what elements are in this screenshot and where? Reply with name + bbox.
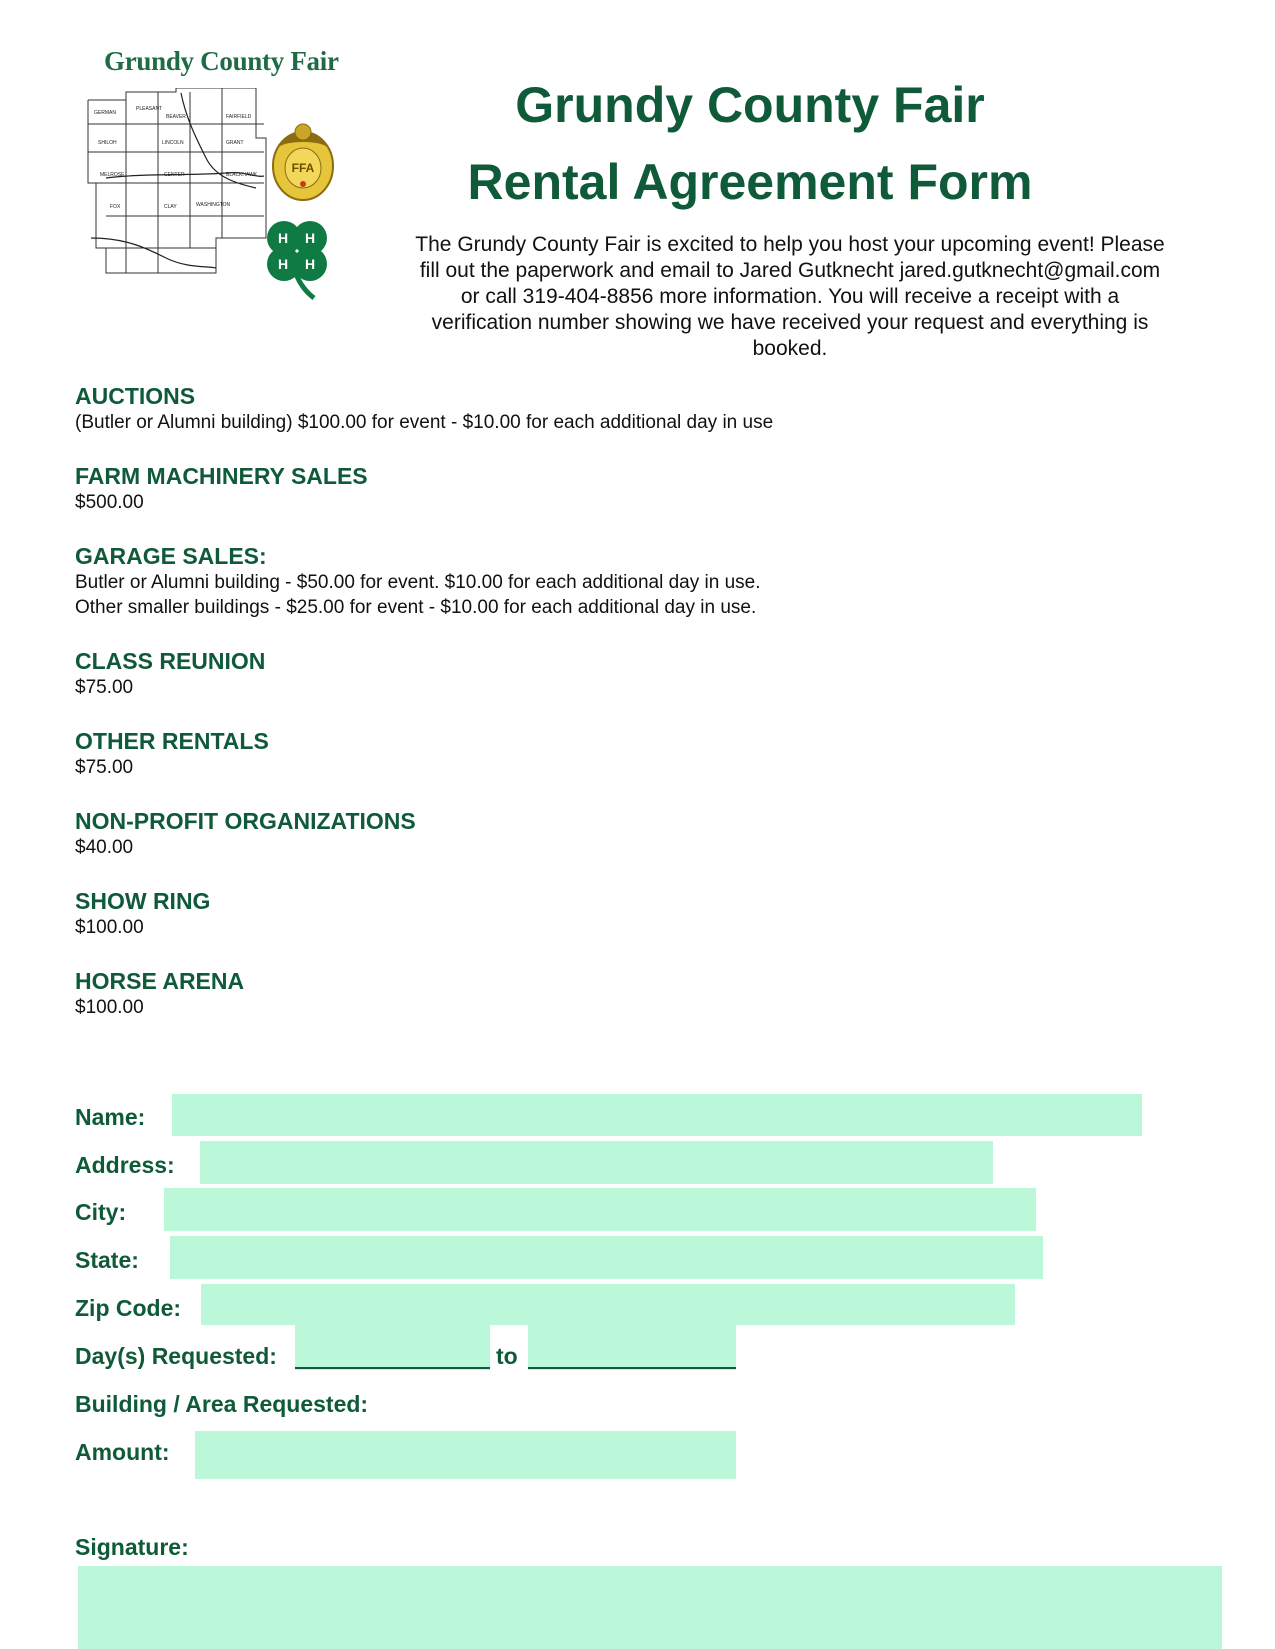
- rate-price: (Butler or Alumni building) $100.00 for event - $10.00 for each additional day in use: [75, 412, 774, 433]
- svg-text:FOX: FOX: [110, 204, 121, 210]
- rate-farm-machinery: [75, 463, 1075, 515]
- page-subtitle: Rental Agreement Form: [467, 154, 1033, 210]
- rate-class-reunion: [75, 648, 1075, 700]
- intro-line: The Grundy County Fair is excited to help you host your upcoming event! Please: [415, 233, 1165, 256]
- svg-text:BEAVER: BEAVER: [166, 114, 186, 120]
- to-label: to: [496, 1343, 518, 1369]
- rate-heading: OTHER RENTALS: [75, 728, 269, 754]
- intro-line: booked.: [752, 337, 828, 360]
- day-from-underline: [295, 1367, 490, 1369]
- city-field[interactable]: [164, 1188, 1036, 1231]
- svg-text:FFA: FFA: [291, 161, 315, 175]
- day-from-field[interactable]: [295, 1316, 490, 1370]
- ffa-emblem-icon: [268, 118, 338, 208]
- intro-line: verification number showing we have received your request and everything is: [431, 311, 1149, 334]
- svg-text:BLACKHAWK: BLACKHAWK: [226, 172, 258, 178]
- rate-heading: CLASS REUNION: [75, 648, 266, 674]
- 4h-clover-icon: [254, 212, 344, 302]
- rate-heading: AUCTIONS: [75, 383, 196, 409]
- fair-logo: [80, 40, 350, 300]
- amount-label: Amount:: [75, 1439, 170, 1465]
- rate-heading: SHOW RING: [75, 888, 211, 914]
- days-requested-label: Day(s) Requested:: [75, 1343, 277, 1369]
- rate-heading: GARAGE SALES:: [75, 543, 267, 569]
- rate-price: $100.00: [75, 997, 144, 1018]
- rate-heading: FARM MACHINERY SALES: [75, 463, 368, 489]
- rate-price: $500.00: [75, 492, 144, 513]
- signature-field[interactable]: [78, 1566, 1222, 1649]
- intro-paragraph: [370, 232, 1210, 362]
- rate-price: $75.00: [75, 757, 134, 778]
- svg-text:H: H: [305, 256, 316, 272]
- svg-text:CLAY: CLAY: [164, 204, 177, 210]
- rate-heading: NON-PROFIT ORGANIZATIONS: [75, 808, 416, 834]
- address-label: Address:: [75, 1152, 175, 1178]
- svg-text:SHILOH: SHILOH: [98, 140, 117, 146]
- county-map-icon: [86, 88, 276, 278]
- rate-other-rentals: [75, 728, 1075, 780]
- building-area-label: Building / Area Requested:: [75, 1391, 369, 1417]
- rates-list: [75, 383, 1075, 1048]
- intro-line: or call 319-404-8856 more information. You will receive a receipt with a: [460, 285, 1120, 308]
- rate-non-profit: [75, 808, 1075, 860]
- rate-show-ring: [75, 888, 1075, 940]
- city-label: City:: [75, 1199, 127, 1225]
- svg-text:H: H: [278, 256, 289, 272]
- state-label: State:: [75, 1247, 139, 1273]
- svg-text:PLEASANT: PLEASANT: [136, 106, 163, 112]
- rate-price: Butler or Alumni building - $50.00 for event. $10.00 for each additional day in use.: [75, 572, 761, 593]
- day-to-underline: [528, 1367, 736, 1369]
- logo-title: Grundy County Fair: [104, 46, 339, 76]
- svg-text:LINCOLN: LINCOLN: [162, 140, 184, 146]
- svg-text:GERMAN: GERMAN: [94, 110, 116, 116]
- zip-label: Zip Code:: [75, 1295, 182, 1321]
- svg-text:CENTER: CENTER: [164, 172, 185, 178]
- amount-field[interactable]: [195, 1431, 736, 1479]
- address-field[interactable]: [200, 1141, 993, 1184]
- page-title: Grundy County Fair: [515, 77, 985, 133]
- rate-horse-arena: [75, 968, 1075, 1020]
- rate-heading: HORSE ARENA: [75, 968, 245, 994]
- rate-price: $40.00: [75, 837, 134, 858]
- svg-text:MELROSE: MELROSE: [100, 172, 125, 178]
- svg-text:GRANT: GRANT: [226, 140, 244, 146]
- rate-garage-sales: [75, 543, 1075, 620]
- signature-label: Signature:: [75, 1534, 189, 1560]
- svg-text:H: H: [305, 230, 316, 246]
- rate-auctions: [75, 383, 1075, 435]
- svg-text:WASHINGTON: WASHINGTON: [196, 202, 231, 208]
- rate-price: Other smaller buildings - $25.00 for event - $10.00 for each additional day in use.: [75, 597, 757, 618]
- day-to-field[interactable]: [528, 1316, 736, 1370]
- svg-text:H: H: [278, 230, 289, 246]
- rate-price: $100.00: [75, 917, 144, 938]
- name-label: Name:: [75, 1104, 146, 1130]
- state-field[interactable]: [170, 1236, 1043, 1279]
- intro-line: fill out the paperwork and email to Jared Gutknecht jared.gutknecht@gmail.com: [419, 259, 1161, 282]
- rate-price: $75.00: [75, 677, 134, 698]
- svg-text:FAIRFIELD: FAIRFIELD: [226, 114, 252, 120]
- name-field[interactable]: [172, 1094, 1142, 1136]
